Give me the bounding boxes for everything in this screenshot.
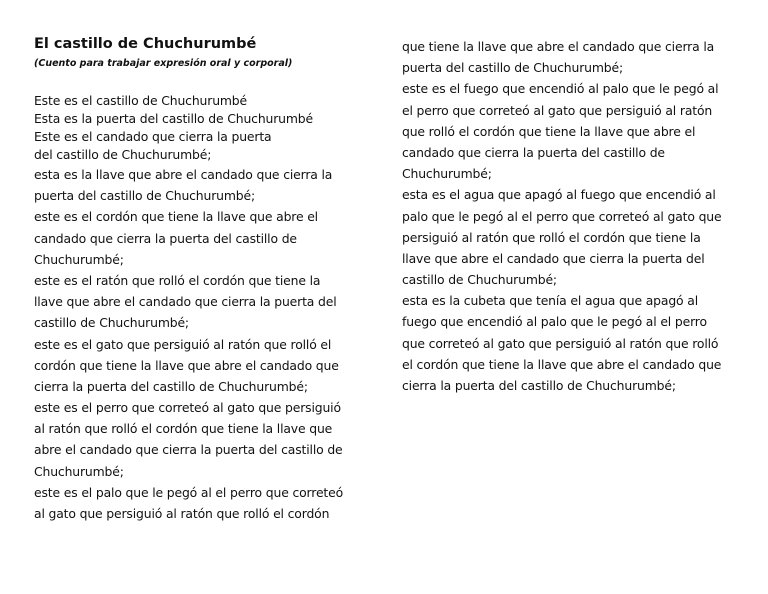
text-line: abre el candado que cierra la puerta del castillo de bbox=[34, 442, 343, 458]
text-line: este es el perro que correteó al gato que persiguió bbox=[34, 400, 341, 416]
text-line: cierra la puerta del castillo de Chuchurumbé; bbox=[402, 378, 676, 393]
text-line: puerta del castillo de Chuchurumbé; bbox=[34, 188, 255, 204]
text-line: Chuchurumbé; bbox=[34, 463, 124, 479]
text-line: fuego que encendió al palo que le pegó al el perro bbox=[402, 314, 707, 330]
right-column-text bbox=[402, 36, 721, 396]
text-line: el perro que correteó al gato que persiguió al ratón bbox=[402, 102, 713, 118]
text-line: este es el cordón que tiene la llave que abre el bbox=[34, 209, 318, 225]
text-line: que rolló el cordón que tiene la llave que abre el bbox=[402, 123, 696, 139]
text-line: al ratón que rolló el cordón que tiene la llave que bbox=[34, 421, 333, 437]
left-column-text bbox=[34, 92, 343, 524]
text-line: puerta del castillo de Chuchurumbé; bbox=[402, 60, 623, 76]
text-line: esta es la llave que abre el candado que cierra la bbox=[34, 167, 333, 182]
text-line: palo que le pegó al el perro que correteó al gato que bbox=[402, 208, 722, 224]
text-line: Chuchurumbé; bbox=[34, 251, 124, 267]
text-line: al gato que persiguió al ratón que rolló el cordón bbox=[34, 506, 330, 521]
text-line: Chuchurumbé; bbox=[402, 166, 492, 182]
text-line: persiguió al ratón que rolló el cordón que tiene la bbox=[402, 229, 701, 245]
text-line: candado que cierra la puerta del castillo de bbox=[402, 144, 665, 160]
text-line: este es el ratón que rolló el cordón que tiene la bbox=[34, 272, 321, 288]
text-line: Este es el castillo de Chuchurumbé bbox=[34, 93, 248, 108]
text-line: que tiene la llave que abre el candado que cierra la bbox=[402, 39, 715, 54]
document-subtitle: (Cuento para trabajar expresión oral y corporal) bbox=[34, 58, 293, 69]
text-line: llave que abre el candado que cierra la puerta del bbox=[34, 294, 337, 310]
text-line: que correteó al gato que persiguió al ratón que rolló bbox=[402, 335, 719, 351]
text-line: castillo de Chuchurumbé; bbox=[402, 272, 557, 288]
text-line: del castillo de Chuchurumbé; bbox=[34, 147, 212, 162]
text-line: esta es la cubeta que tenía el agua que apagó al bbox=[402, 293, 698, 309]
text-line: este es el palo que le pegó al el perro que correteó bbox=[34, 484, 344, 500]
text-line: castillo de Chuchurumbé; bbox=[34, 315, 189, 331]
text-line: este es el fuego que encendió al palo que le pegó al bbox=[402, 81, 719, 97]
text-line: Esta es la puerta del castillo de Chuchurumbé bbox=[34, 111, 313, 126]
text-line: este es el gato que persiguió al ratón que rolló el bbox=[34, 336, 332, 352]
text-line: candado que cierra la puerta del castillo de bbox=[34, 230, 297, 246]
text-line: llave que abre el candado que cierra la puerta del bbox=[402, 250, 705, 266]
text-line: el cordón que tiene la llave que abre el candado que bbox=[402, 356, 722, 372]
text-line: esta es el agua que apagó al fuego que encendió al bbox=[402, 187, 716, 203]
text-line: cordón que tiene la llave que abre el candado que bbox=[34, 357, 339, 373]
text-line: cierra la puerta del castillo de Chuchurumbé; bbox=[34, 378, 308, 394]
text-line: Este es el candado que cierra la puerta bbox=[34, 129, 272, 144]
document-title: El castillo de Chuchurumbé bbox=[34, 36, 257, 52]
